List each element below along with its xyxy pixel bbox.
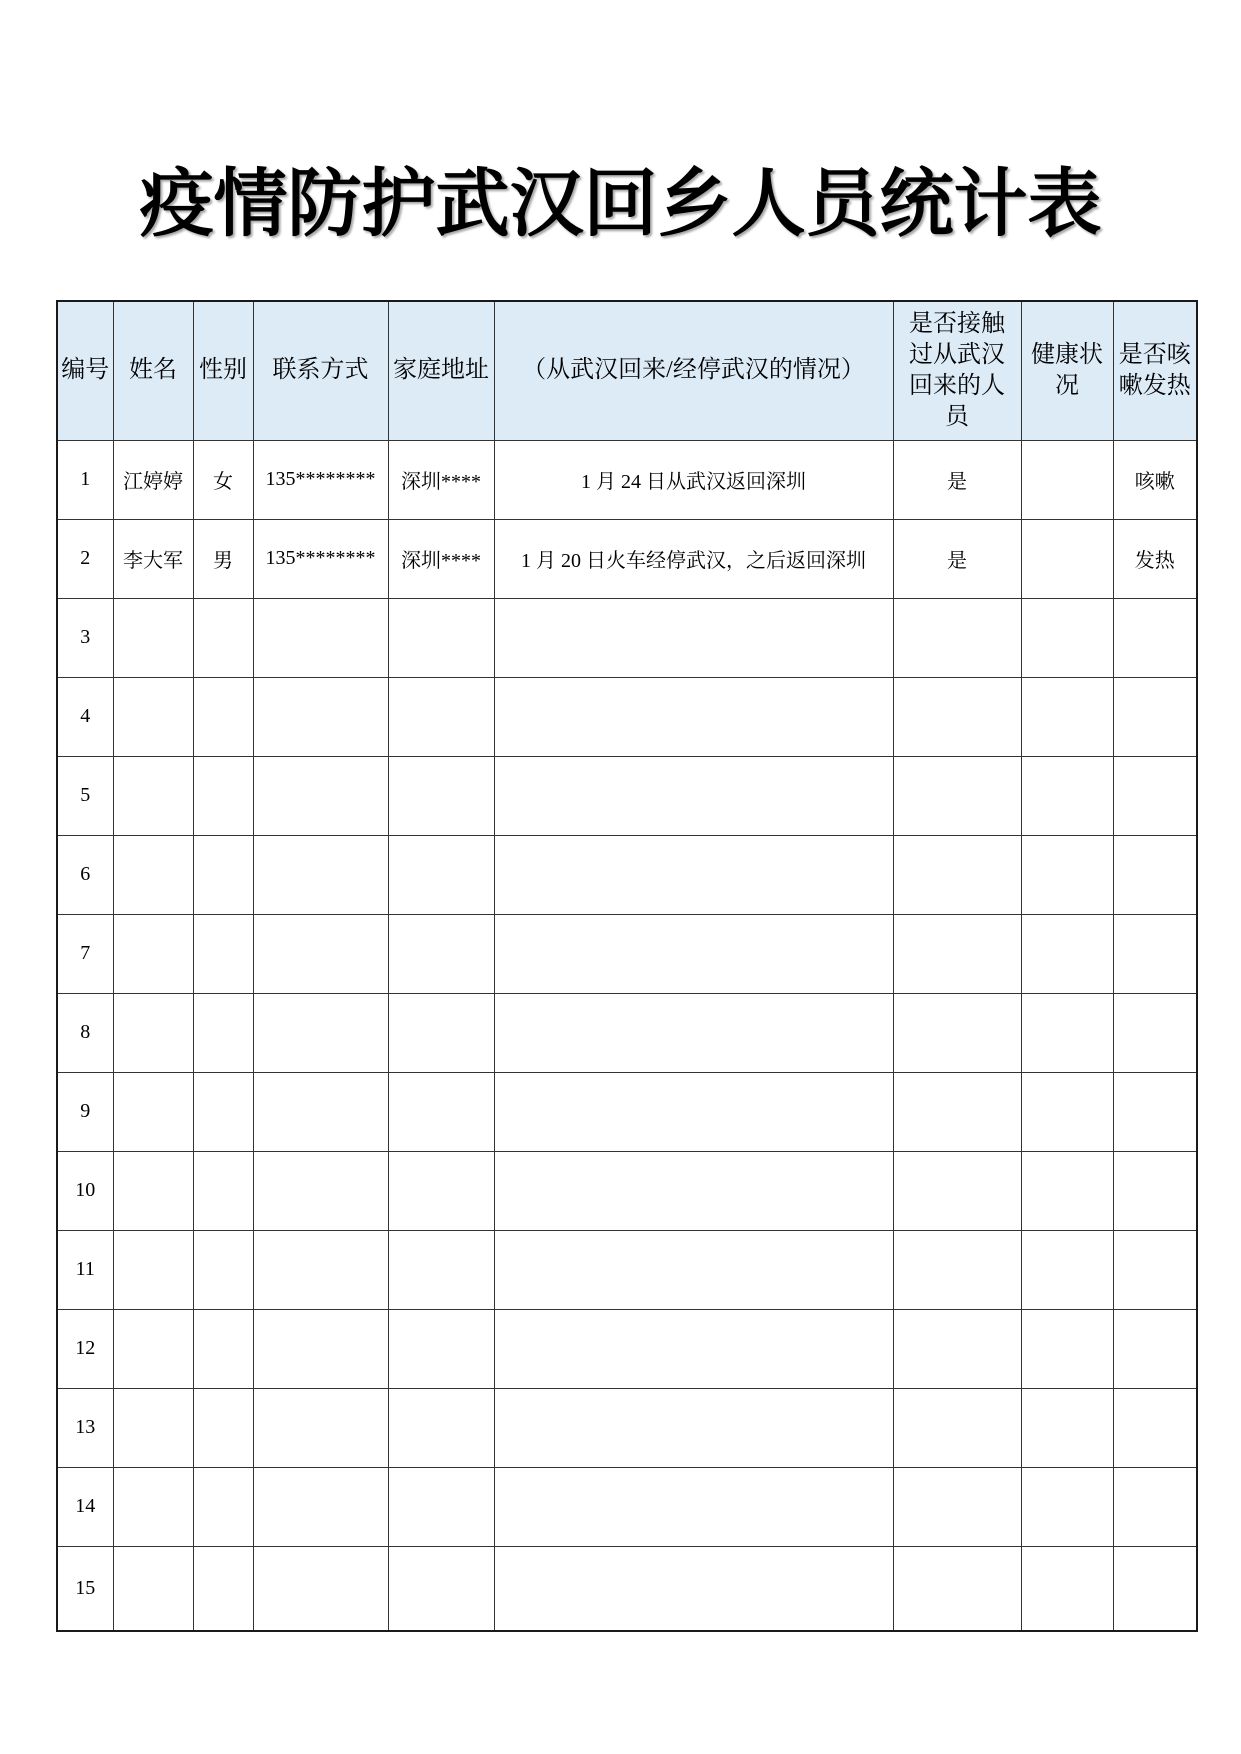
cell-health: [1021, 519, 1113, 598]
cell-gender: [193, 1151, 253, 1230]
table-row: [57, 1230, 1197, 1309]
cell-wuhan-history: [494, 677, 893, 756]
cell-cough-fever: [1113, 1546, 1197, 1631]
cell-wuhan-history: [494, 835, 893, 914]
cell-gender: 男: [193, 519, 253, 598]
cell-wuhan-history: [494, 1388, 893, 1467]
cell-wuhan-contact: [893, 1309, 1021, 1388]
cell-cough-fever: [1113, 1388, 1197, 1467]
cell-health: [1021, 1230, 1113, 1309]
cell-wuhan-contact: [893, 1467, 1021, 1546]
cell-cough-fever: [1113, 835, 1197, 914]
cell-gender: [193, 677, 253, 756]
cell-name: [113, 1230, 193, 1309]
cell-wuhan-contact: 是: [893, 440, 1021, 519]
header-address: [388, 301, 494, 440]
cell-wuhan-contact: [893, 835, 1021, 914]
cell-contact: [253, 1230, 388, 1309]
cell-contact: [253, 993, 388, 1072]
cell-name: [113, 914, 193, 993]
header-wuhan-history: [494, 301, 893, 440]
cell-address: 深圳****: [388, 440, 494, 519]
header-gender-label: 性别: [199, 357, 247, 384]
table-row: [57, 1467, 1197, 1546]
cell-contact: [253, 835, 388, 914]
table-row: [57, 993, 1197, 1072]
cell-wuhan-contact: [893, 1230, 1021, 1309]
header-no-label: 编号: [61, 357, 110, 384]
cell-health: [1021, 993, 1113, 1072]
cell-gender: [193, 914, 253, 993]
table-header-row: [57, 301, 1197, 440]
cell-cough-fever: 发热: [1113, 519, 1197, 598]
cell-address: [388, 993, 494, 1072]
cell-no: 15: [57, 1546, 113, 1631]
cell-wuhan-contact: [893, 1388, 1021, 1467]
cell-address: [388, 1467, 494, 1546]
cell-contact: [253, 1546, 388, 1631]
cell-gender: [193, 1467, 253, 1546]
table-row: [57, 1151, 1197, 1230]
cell-address: [388, 1230, 494, 1309]
header-contact-label: 联系方式: [272, 357, 369, 384]
header-wuhan-history-label: （从武汉回来/经停武汉的情况）: [522, 357, 865, 384]
cell-name: [113, 1072, 193, 1151]
cell-contact: [253, 598, 388, 677]
cell-contact: [253, 677, 388, 756]
cell-wuhan-contact: [893, 756, 1021, 835]
header-health: [1021, 301, 1113, 440]
cell-gender: [193, 756, 253, 835]
table-row: [57, 835, 1197, 914]
cell-gender: [193, 835, 253, 914]
table-header: [57, 301, 1197, 440]
header-wuhan-contact: [893, 301, 1021, 440]
header-wuhan-contact-label: 是否接触过从武汉回来的人员: [909, 310, 1005, 430]
cell-contact: [253, 1309, 388, 1388]
cell-name: 江婷婷: [113, 440, 193, 519]
cell-gender: [193, 1072, 253, 1151]
cell-no: 7: [57, 914, 113, 993]
table-row: [57, 598, 1197, 677]
cell-contact: 135********: [253, 440, 388, 519]
table-row: [57, 1388, 1197, 1467]
cell-gender: [193, 1309, 253, 1388]
cell-wuhan-history: [494, 993, 893, 1072]
cell-contact: 135********: [253, 519, 388, 598]
cell-address: [388, 1151, 494, 1230]
cell-health: [1021, 914, 1113, 993]
cell-name: [113, 993, 193, 1072]
header-health-label: 健康状况: [1031, 341, 1103, 399]
cell-health: [1021, 756, 1113, 835]
cell-address: [388, 1072, 494, 1151]
cell-no: 8: [57, 993, 113, 1072]
cell-wuhan-contact: [893, 1546, 1021, 1631]
cell-address: [388, 835, 494, 914]
table-row: [57, 440, 1197, 519]
page-title: 疫情防护武汉回乡人员统计表: [139, 164, 1102, 246]
cell-health: [1021, 677, 1113, 756]
cell-wuhan-history: [494, 914, 893, 993]
cell-no: 4: [57, 677, 113, 756]
cell-health: [1021, 1309, 1113, 1388]
cell-gender: [193, 598, 253, 677]
cell-cough-fever: [1113, 1151, 1197, 1230]
cell-no: 14: [57, 1467, 113, 1546]
table-row: [57, 756, 1197, 835]
cell-cough-fever: [1113, 993, 1197, 1072]
cell-wuhan-contact: [893, 598, 1021, 677]
cell-name: 李大军: [113, 519, 193, 598]
cell-cough-fever: [1113, 677, 1197, 756]
cell-address: [388, 1546, 494, 1631]
cell-health: [1021, 1072, 1113, 1151]
cell-contact: [253, 1072, 388, 1151]
table-row: [57, 519, 1197, 598]
cell-no: 1: [57, 440, 113, 519]
table-row: [57, 1546, 1197, 1631]
header-gender: [193, 301, 253, 440]
cell-cough-fever: 咳嗽: [1113, 440, 1197, 519]
cell-cough-fever: [1113, 1230, 1197, 1309]
cell-name: [113, 677, 193, 756]
table-row: [57, 677, 1197, 756]
cell-wuhan-history: [494, 756, 893, 835]
cell-no: 5: [57, 756, 113, 835]
cell-address: [388, 677, 494, 756]
cell-contact: [253, 1388, 388, 1467]
header-no: [57, 301, 113, 440]
cell-cough-fever: [1113, 1467, 1197, 1546]
cell-name: [113, 1388, 193, 1467]
cell-gender: 女: [193, 440, 253, 519]
cell-cough-fever: [1113, 914, 1197, 993]
cell-health: [1021, 835, 1113, 914]
cell-health: [1021, 440, 1113, 519]
cell-health: [1021, 1151, 1113, 1230]
cell-address: [388, 598, 494, 677]
header-cough-fever: [1113, 301, 1197, 440]
cell-wuhan-contact: [893, 677, 1021, 756]
cell-wuhan-contact: [893, 1072, 1021, 1151]
cell-contact: [253, 1467, 388, 1546]
cell-wuhan-history: [494, 1230, 893, 1309]
cell-wuhan-history: [494, 1151, 893, 1230]
cell-address: 深圳****: [388, 519, 494, 598]
cell-health: [1021, 1546, 1113, 1631]
cell-wuhan-history: [494, 1546, 893, 1631]
table-row: [57, 1309, 1197, 1388]
cell-gender: [193, 1230, 253, 1309]
cell-name: [113, 1151, 193, 1230]
table-row: [57, 914, 1197, 993]
cell-wuhan-contact: [893, 914, 1021, 993]
header-name: [113, 301, 193, 440]
cell-gender: [193, 1388, 253, 1467]
header-address-label: 家庭地址: [393, 357, 489, 384]
header-name-label: 姓名: [129, 357, 177, 384]
cell-cough-fever: [1113, 756, 1197, 835]
cell-name: [113, 598, 193, 677]
cell-cough-fever: [1113, 598, 1197, 677]
cell-address: [388, 756, 494, 835]
cell-health: [1021, 1388, 1113, 1467]
cell-name: [113, 756, 193, 835]
cell-wuhan-history: [494, 1309, 893, 1388]
cell-no: 11: [57, 1230, 113, 1309]
cell-contact: [253, 914, 388, 993]
cell-address: [388, 914, 494, 993]
statistics-table: [56, 300, 1198, 1632]
cell-no: 6: [57, 835, 113, 914]
cell-address: [388, 1388, 494, 1467]
cell-contact: [253, 1151, 388, 1230]
cell-name: [113, 835, 193, 914]
cell-wuhan-history: [494, 598, 893, 677]
table-body: [57, 440, 1197, 1631]
cell-name: [113, 1467, 193, 1546]
cell-wuhan-contact: 是: [893, 519, 1021, 598]
cell-contact: [253, 756, 388, 835]
cell-name: [113, 1546, 193, 1631]
cell-address: [388, 1309, 494, 1388]
cell-no: 2: [57, 519, 113, 598]
cell-wuhan-history: [494, 1072, 893, 1151]
header-cough-fever-label: 是否咳嗽发热: [1118, 341, 1191, 399]
cell-cough-fever: [1113, 1072, 1197, 1151]
cell-cough-fever: [1113, 1309, 1197, 1388]
cell-wuhan-contact: [893, 993, 1021, 1072]
cell-no: 13: [57, 1388, 113, 1467]
cell-gender: [193, 993, 253, 1072]
cell-wuhan-history: 1 月 20 日火车经停武汉，之后返回深圳: [494, 519, 893, 598]
cell-no: 10: [57, 1151, 113, 1230]
cell-wuhan-contact: [893, 1151, 1021, 1230]
header-contact: [253, 301, 388, 440]
cell-name: [113, 1309, 193, 1388]
cell-no: 3: [57, 598, 113, 677]
cell-no: 9: [57, 1072, 113, 1151]
cell-gender: [193, 1546, 253, 1631]
table-row: [57, 1072, 1197, 1151]
cell-wuhan-history: [494, 1467, 893, 1546]
cell-health: [1021, 1467, 1113, 1546]
cell-health: [1021, 598, 1113, 677]
cell-wuhan-history: 1 月 24 日从武汉返回深圳: [494, 440, 893, 519]
cell-no: 12: [57, 1309, 113, 1388]
